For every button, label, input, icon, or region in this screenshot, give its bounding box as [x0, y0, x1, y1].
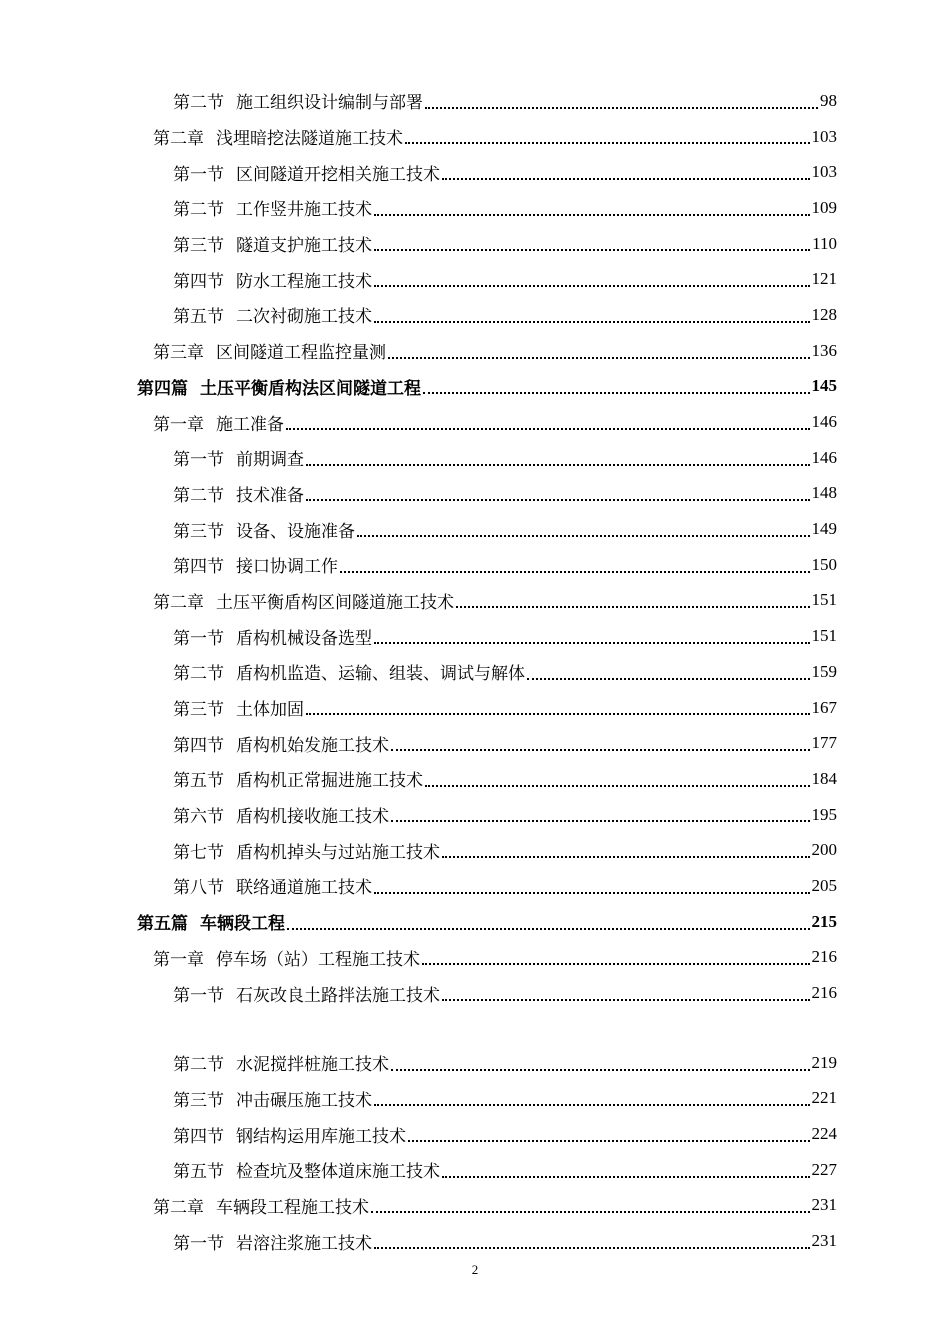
toc-entry-label — [173, 838, 440, 863]
toc-entry-page: 103 — [811, 162, 837, 182]
toc-entry-page: 136 — [811, 340, 837, 360]
toc-entry-number: 第二节 — [173, 1055, 224, 1076]
toc-leader-dots — [371, 1194, 810, 1213]
toc-entry-label — [173, 445, 304, 470]
toc-entry-title: 检查坑及整体道床施工技术 — [236, 1162, 440, 1183]
toc-entry-number: 第三章 — [153, 343, 204, 364]
toc-leader-dots — [306, 696, 810, 715]
toc-entry-title: 盾构机掉头与过站施工技术 — [236, 842, 440, 863]
toc-entry-label — [173, 517, 355, 542]
toc-entry-label — [173, 195, 372, 220]
toc-entry-chapter[interactable] — [0, 1188, 950, 1224]
toc-entry-section[interactable] — [0, 547, 950, 583]
toc-entry-number: 第二章 — [153, 129, 204, 150]
toc-leader-dots — [340, 554, 810, 573]
toc-entry-number: 第四篇 — [137, 378, 188, 399]
toc-entry-section[interactable] — [0, 868, 950, 904]
toc-entry-page: 231 — [811, 1195, 837, 1215]
toc-leader-dots — [357, 518, 810, 537]
toc-entry-title: 二次衬砌施工技术 — [236, 307, 372, 328]
toc-entry-part[interactable] — [0, 369, 950, 405]
toc-entry-chapter[interactable] — [0, 333, 950, 369]
toc-entry-page: 103 — [811, 126, 837, 146]
toc-entry-label — [173, 695, 304, 720]
toc-entry-page: 109 — [811, 197, 837, 217]
toc-entry-section[interactable] — [0, 190, 950, 226]
toc-entry-number: 第一节 — [173, 985, 224, 1006]
toc-leader-dots — [374, 232, 810, 251]
toc-entry-chapter[interactable] — [0, 119, 950, 155]
toc-entry-page: 146 — [811, 412, 837, 432]
toc-entry-page: 151 — [811, 590, 837, 610]
toc-entry-title: 停车场（站）工程施工技术 — [216, 949, 420, 970]
toc-entry-section[interactable] — [0, 297, 950, 333]
toc-entry-number: 第四节 — [173, 271, 224, 292]
toc-entry-page: 221 — [811, 1088, 837, 1108]
toc-entry-title: 接口协调工作 — [236, 557, 338, 578]
toc-entry-section[interactable] — [0, 1081, 950, 1117]
toc-entry-page: 151 — [811, 626, 837, 646]
toc-entry-title: 石灰改良土路拌法施工技术 — [236, 985, 440, 1006]
toc-entry-page: 224 — [811, 1124, 837, 1144]
toc-entry-page: 150 — [811, 554, 837, 574]
toc-entry-section[interactable] — [0, 226, 950, 262]
toc-entry-number: 第七节 — [173, 842, 224, 863]
toc-entry-label — [173, 160, 440, 185]
toc-entry-title: 区间隧道开挖相关施工技术 — [236, 164, 440, 185]
toc-entry-number: 第一节 — [173, 628, 224, 649]
toc-entry-label — [173, 552, 338, 577]
toc-entry-title: 车辆段工程 — [200, 914, 285, 935]
toc-entry-page: 219 — [811, 1052, 837, 1072]
toc-entry-title: 水泥搅拌桩施工技术 — [236, 1055, 389, 1076]
toc-entry-page: 159 — [811, 661, 837, 681]
toc-entry-section[interactable] — [0, 83, 950, 119]
toc-entry-page: 145 — [811, 376, 837, 396]
toc-entry-page: 110 — [812, 233, 837, 253]
toc-leader-dots — [374, 625, 810, 644]
toc-entry-number: 第三节 — [173, 521, 224, 542]
toc-entry-number: 第五节 — [173, 307, 224, 328]
toc-entry-section[interactable] — [0, 154, 950, 190]
toc-entry-page: 177 — [811, 733, 837, 753]
toc-leader-dots — [442, 1159, 810, 1178]
toc-entry-title: 土压平衡盾构法区间隧道工程 — [200, 378, 421, 399]
toc-leader-dots — [391, 1052, 810, 1071]
toc-leader-dots — [374, 875, 810, 894]
toc-entry-number: 第一节 — [173, 450, 224, 471]
toc-entry-page: 216 — [811, 983, 837, 1003]
toc-entry-title: 盾构机械设备选型 — [236, 628, 372, 649]
toc-entry-title: 施工准备 — [216, 414, 284, 435]
toc-leader-dots — [374, 304, 810, 323]
toc-entry-label — [153, 1193, 369, 1218]
toc-entry-number: 第三节 — [173, 236, 224, 257]
toc-entry-label — [173, 624, 372, 649]
toc-entry-title: 土体加固 — [236, 700, 304, 721]
toc-entry-section[interactable] — [0, 725, 950, 761]
toc-entry-title: 土压平衡盾构区间隧道施工技术 — [216, 592, 454, 613]
toc-entry-number: 第八节 — [173, 878, 224, 899]
toc-entry-label — [153, 124, 403, 149]
toc-entry-section[interactable] — [0, 797, 950, 833]
toc-leader-dots — [405, 125, 810, 144]
toc-entry-number: 第五节 — [173, 1162, 224, 1183]
toc-leader-dots — [306, 447, 810, 466]
toc-entry-page: 216 — [811, 947, 837, 967]
toc-entry-label — [173, 1157, 440, 1182]
toc-entry-section[interactable] — [0, 1152, 950, 1188]
toc-entry-page: 215 — [811, 911, 837, 931]
toc-entry-title: 盾构机正常掘进施工技术 — [236, 771, 423, 792]
toc-entry-title: 钢结构运用库施工技术 — [236, 1126, 406, 1147]
toc-leader-dots — [374, 1087, 810, 1106]
toc-leader-dots — [422, 946, 810, 965]
toc-entry-chapter[interactable] — [0, 940, 950, 976]
toc-entry-section[interactable] — [0, 261, 950, 297]
toc-entry-section[interactable] — [0, 511, 950, 547]
toc-entry-label — [173, 302, 372, 327]
toc-entry-number: 第五篇 — [137, 914, 188, 935]
toc-entry-label — [173, 981, 440, 1006]
toc-entry-page: 121 — [811, 269, 837, 289]
toc-entry-number: 第四节 — [173, 557, 224, 578]
toc-entry-title: 联络通道施工技术 — [236, 878, 372, 899]
toc-entry-page: 167 — [811, 697, 837, 717]
toc-entry-label — [173, 88, 423, 113]
toc-entry-label — [173, 1229, 372, 1254]
toc-entry-section[interactable] — [0, 832, 950, 868]
page-number: 2 — [471, 1262, 479, 1277]
toc-entry-label — [173, 802, 389, 827]
toc-entry-label — [153, 410, 284, 435]
toc-entry-number: 第二节 — [173, 93, 224, 114]
toc-entry-number: 第四节 — [173, 1126, 224, 1147]
toc-entry-title: 隧道支护施工技术 — [236, 236, 372, 257]
toc-leader-dots — [391, 803, 810, 822]
toc-entry-section[interactable] — [0, 618, 950, 654]
toc-leader-dots — [287, 911, 810, 930]
toc-leader-dots — [374, 197, 810, 216]
toc-entry-number: 第六节 — [173, 807, 224, 828]
toc-leader-dots — [442, 839, 810, 858]
toc-entry-page: 200 — [811, 840, 837, 860]
toc-entry-page: 205 — [811, 875, 837, 895]
toc-entry-label — [173, 1122, 406, 1147]
toc-entry-title: 车辆段工程施工技术 — [216, 1197, 369, 1218]
toc-entry-title: 区间隧道工程监控量测 — [216, 343, 386, 364]
toc-entry-title: 技术准备 — [236, 485, 304, 506]
toc-entry-section[interactable] — [0, 690, 950, 726]
toc-entry-number: 第二节 — [173, 485, 224, 506]
toc-entry-page: 146 — [811, 447, 837, 467]
toc-leader-dots — [425, 768, 810, 787]
toc-entry-title: 浅埋暗挖法隧道施工技术 — [216, 129, 403, 150]
table-of-contents — [0, 83, 950, 1259]
toc-entry-part[interactable] — [0, 904, 950, 940]
toc-leader-dots — [391, 732, 810, 751]
toc-entry-number: 第五节 — [173, 771, 224, 792]
toc-entry-number: 第一节 — [173, 1233, 224, 1254]
toc-entry-number: 第一章 — [153, 949, 204, 970]
toc-entry-chapter[interactable] — [0, 404, 950, 440]
toc-entry-title: 设备、设施准备 — [236, 521, 355, 542]
toc-entry-page: 195 — [811, 804, 837, 824]
toc-entry-label — [137, 374, 421, 399]
toc-leader-dots — [306, 482, 810, 501]
toc-entry-section[interactable] — [0, 476, 950, 512]
toc-entry-number: 第二章 — [153, 592, 204, 613]
toc-leader-dots — [388, 340, 810, 359]
toc-entry-section[interactable] — [0, 1045, 950, 1081]
toc-entry-label — [173, 267, 372, 292]
toc-entry-page: 98 — [820, 90, 837, 110]
toc-entry-section[interactable] — [0, 1223, 950, 1259]
toc-entry-label — [153, 338, 386, 363]
toc-entry-title: 冲击碾压施工技术 — [236, 1090, 372, 1111]
toc-entry-number: 第二节 — [173, 200, 224, 221]
toc-entry-label — [173, 731, 389, 756]
toc-entry-label — [173, 766, 423, 791]
toc-leader-dots — [442, 982, 810, 1001]
toc-entry-title: 盾构机监造、运输、组装、调试与解体 — [236, 664, 525, 685]
toc-entry-label — [173, 1050, 389, 1075]
toc-leader-dots — [442, 161, 810, 180]
toc-entry-title: 施工组织设计编制与部署 — [236, 93, 423, 114]
toc-entry-page: 149 — [811, 519, 837, 539]
toc-entry-title: 防水工程施工技术 — [236, 271, 372, 292]
toc-entry-label — [173, 1086, 372, 1111]
toc-entry-chapter[interactable] — [0, 583, 950, 619]
toc-entry-page: 184 — [811, 768, 837, 788]
toc-entry-section[interactable] — [0, 975, 950, 1011]
toc-entry-label — [173, 659, 525, 684]
toc-entry-number: 第四节 — [173, 735, 224, 756]
toc-leader-dots — [425, 90, 818, 109]
toc-entry-number: 第二章 — [153, 1197, 204, 1218]
toc-gap — [0, 1011, 950, 1045]
toc-entry-title: 工作竖井施工技术 — [236, 200, 372, 221]
toc-entry-title: 岩溶注浆施工技术 — [236, 1233, 372, 1254]
toc-entry-label — [153, 945, 420, 970]
toc-entry-label — [173, 231, 372, 256]
toc-leader-dots — [374, 268, 810, 287]
toc-entry-label — [173, 481, 304, 506]
toc-entry-title: 前期调查 — [236, 450, 304, 471]
toc-entry-page: 148 — [811, 483, 837, 503]
toc-entry-section[interactable] — [0, 761, 950, 797]
toc-entry-section[interactable] — [0, 1116, 950, 1152]
toc-entry-label — [137, 909, 285, 934]
toc-entry-number: 第二节 — [173, 664, 224, 685]
toc-entry-label — [153, 588, 454, 613]
toc-entry-page: 128 — [811, 304, 837, 324]
toc-leader-dots — [374, 1230, 810, 1249]
toc-entry-number: 第一章 — [153, 414, 204, 435]
toc-leader-dots — [408, 1123, 810, 1142]
toc-entry-section[interactable] — [0, 440, 950, 476]
toc-entry-page: 231 — [811, 1231, 837, 1251]
toc-entry-title: 盾构机始发施工技术 — [236, 735, 389, 756]
toc-entry-label — [173, 873, 372, 898]
toc-entry-number: 第三节 — [173, 700, 224, 721]
toc-entry-section[interactable] — [0, 654, 950, 690]
toc-entry-number: 第三节 — [173, 1090, 224, 1111]
toc-leader-dots — [423, 375, 810, 394]
toc-leader-dots — [527, 661, 810, 680]
toc-entry-title: 盾构机接收施工技术 — [236, 807, 389, 828]
toc-entry-number: 第一节 — [173, 164, 224, 185]
toc-leader-dots — [286, 411, 810, 430]
toc-leader-dots — [456, 589, 810, 608]
toc-entry-page: 227 — [811, 1159, 837, 1179]
